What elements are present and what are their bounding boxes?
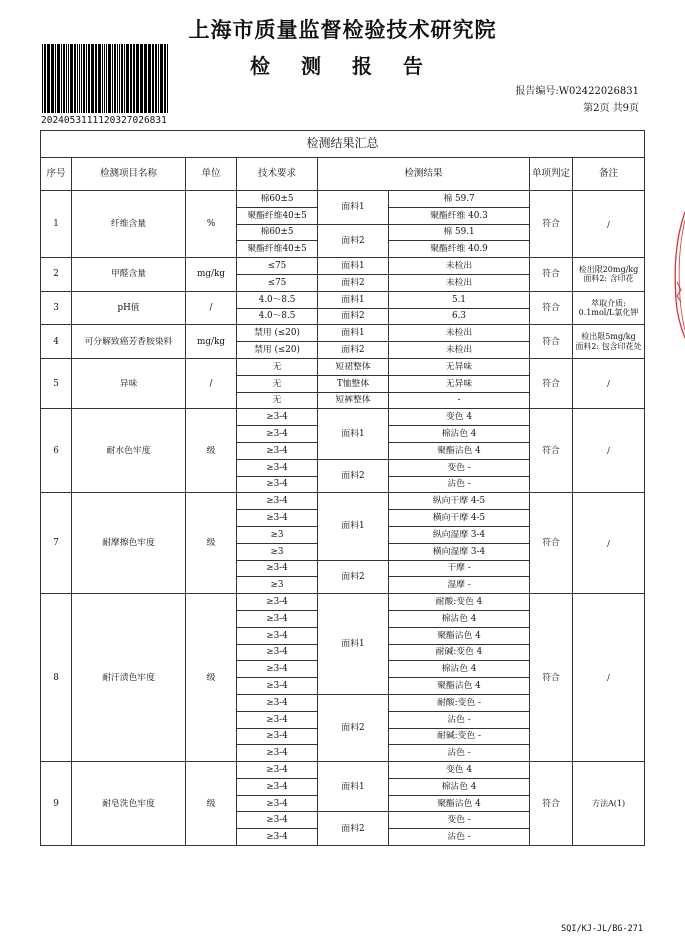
item-name: 纤维含量 [72, 191, 186, 258]
table-row [41, 258, 645, 275]
requirement-cell: ≥3-4 [237, 678, 318, 695]
result-cell: 无异味 [389, 358, 530, 375]
result-cell: 耐碱:变色 - [389, 728, 530, 745]
org-name: 上海市质量监督检验技术研究院 [188, 17, 497, 42]
result-cell: 棉 59.1 [389, 224, 530, 241]
requirement-cell: 无 [237, 358, 318, 375]
sample-label: 面料2 [318, 342, 389, 359]
sample-label: 面料1 [318, 409, 389, 459]
item-remark: / [573, 191, 645, 258]
item-unit: mg/kg [186, 258, 237, 292]
result-cell: 棉沾色 4 [389, 426, 530, 443]
result-cell: 变色 4 [389, 409, 530, 426]
result-cell: 纵向湿摩 3-4 [389, 526, 530, 543]
item-verdict: 符合 [530, 762, 573, 846]
sample-label: 面料2 [318, 694, 389, 761]
result-cell: 未检出 [389, 342, 530, 359]
item-remark: / [573, 493, 645, 594]
item-verdict: 符合 [530, 594, 573, 762]
table-row [41, 191, 645, 208]
table-row [41, 409, 645, 426]
barcode-icon [42, 44, 169, 113]
result-cell: 棉 59.7 [389, 191, 530, 208]
report-number: 报告编号:W02422026831 [515, 86, 639, 97]
item-remark: 检出限20mg/kg 面料2: 含印花 [573, 258, 645, 292]
table-caption: 检测结果汇总 [41, 131, 645, 158]
item-no: 4 [41, 325, 72, 359]
sample-label: 面料2 [318, 812, 389, 846]
requirement-cell: ≥3-4 [237, 728, 318, 745]
header-requirement: 技术要求 [237, 158, 318, 191]
requirement-cell: ≥3-4 [237, 426, 318, 443]
requirement-cell: ≥3-4 [237, 459, 318, 476]
requirement-cell: 聚酯纤维40±5 [237, 207, 318, 224]
item-name: 异味 [72, 358, 186, 408]
result-cell: 聚酯沾色 4 [389, 627, 530, 644]
item-name: 耐摩擦色牢度 [72, 493, 186, 594]
requirement-cell: 聚酯纤维40±5 [237, 241, 318, 258]
sample-label: 面料1 [318, 291, 389, 308]
item-name: pH值 [72, 291, 186, 325]
item-remark: 检出限5mg/kg 面料2: 包含印花处 [573, 325, 645, 359]
item-no: 7 [41, 493, 72, 594]
result-cell: 5.1 [389, 291, 530, 308]
requirement-cell: ≥3-4 [237, 762, 318, 779]
result-cell: 变色 - [389, 812, 530, 829]
item-verdict: 符合 [530, 191, 573, 258]
requirement-cell: 无 [237, 375, 318, 392]
sample-label: 短裙整体 [318, 358, 389, 375]
result-cell: 棉沾色 4 [389, 610, 530, 627]
item-unit: 级 [186, 409, 237, 493]
barcode-number: 20240531111203270268​31 [41, 115, 167, 126]
item-no: 1 [41, 191, 72, 258]
result-cell: 沾色 - [389, 711, 530, 728]
item-unit: 级 [186, 594, 237, 762]
result-cell: 变色 - [389, 459, 530, 476]
result-cell: 横向湿摩 3-4 [389, 543, 530, 560]
header-unit: 单位 [186, 158, 237, 191]
requirement-cell: 4.0～8.5 [237, 308, 318, 325]
report-title: 检 测 报 告 [250, 54, 435, 78]
result-cell: 6.3 [389, 308, 530, 325]
table-row [41, 594, 645, 611]
result-cell: 沾色 - [389, 829, 530, 846]
item-verdict: 符合 [530, 493, 573, 594]
item-name: 耐皂洗色牢度 [72, 762, 186, 846]
sample-label: 面料1 [318, 325, 389, 342]
result-cell: 聚酯纤维 40.3 [389, 207, 530, 224]
result-cell: 耐碱:变色 4 [389, 644, 530, 661]
item-no: 6 [41, 409, 72, 493]
item-remark: / [573, 358, 645, 408]
result-cell: 聚酯纤维 40.9 [389, 241, 530, 258]
result-cell: 聚酯沾色 4 [389, 795, 530, 812]
item-unit: / [186, 291, 237, 325]
header-result: 检测结果 [318, 158, 530, 191]
page-info: 第2页 共9页 [583, 103, 639, 114]
requirement-cell: ≥3-4 [237, 627, 318, 644]
item-verdict: 符合 [530, 258, 573, 292]
result-cell: 纵向干摩 4-5 [389, 493, 530, 510]
requirement-cell: ≥3-4 [237, 812, 318, 829]
requirement-cell: ≥3-4 [237, 745, 318, 762]
requirement-cell: 棉60±5 [237, 224, 318, 241]
requirement-cell: ≥3-4 [237, 829, 318, 846]
requirement-cell: ≥3-4 [237, 644, 318, 661]
table-row [41, 291, 645, 308]
sample-label: T恤整体 [318, 375, 389, 392]
item-remark: 方法A(1) [573, 762, 645, 846]
item-verdict: 符合 [530, 409, 573, 493]
requirement-cell: ≥3 [237, 543, 318, 560]
result-cell: 聚酯沾色 4 [389, 678, 530, 695]
item-no: 2 [41, 258, 72, 292]
requirement-cell: ≥3-4 [237, 409, 318, 426]
table-row [41, 493, 645, 510]
result-cell: 聚酯沾色 4 [389, 442, 530, 459]
item-remark: 萃取介质: 0.1mol/L氯化钾 [573, 291, 645, 325]
sample-label: 面料2 [318, 224, 389, 258]
result-cell: 变色 4 [389, 762, 530, 779]
sample-label: 面料1 [318, 493, 389, 560]
item-name: 可分解致癌芳香胺染料 [72, 325, 186, 359]
sample-label: 面料2 [318, 308, 389, 325]
item-unit: / [186, 358, 237, 408]
result-cell: 棉沾色 4 [389, 661, 530, 678]
requirement-cell: 禁用 (≤20) [237, 342, 318, 359]
requirement-cell: ≥3-4 [237, 476, 318, 493]
item-no: 5 [41, 358, 72, 408]
header-no: 序号 [41, 158, 72, 191]
item-unit: mg/kg [186, 325, 237, 359]
requirement-cell: ≥3-4 [237, 711, 318, 728]
sample-label: 面料1 [318, 191, 389, 225]
requirement-cell: ≥3-4 [237, 594, 318, 611]
sample-label: 面料2 [318, 560, 389, 594]
item-verdict: 符合 [530, 325, 573, 359]
result-cell: 横向干摩 4-5 [389, 510, 530, 527]
requirement-cell: ≥3 [237, 526, 318, 543]
requirement-cell: ≥3-4 [237, 661, 318, 678]
requirement-cell: 禁用 (≤20) [237, 325, 318, 342]
result-cell: 未检出 [389, 274, 530, 291]
header-remark: 备注 [573, 158, 645, 191]
requirement-cell: ≥3-4 [237, 442, 318, 459]
item-no: 3 [41, 291, 72, 325]
item-unit: 级 [186, 762, 237, 846]
item-verdict: 符合 [530, 291, 573, 325]
requirement-cell: 4.0～8.5 [237, 291, 318, 308]
item-unit: 级 [186, 493, 237, 594]
item-name: 耐汗渍色牢度 [72, 594, 186, 762]
table-row [41, 762, 645, 779]
requirement-cell: ≥3-4 [237, 778, 318, 795]
result-cell: 沾色 - [389, 476, 530, 493]
sample-label: 面料1 [318, 258, 389, 275]
requirement-cell: ≥3 [237, 577, 318, 594]
header-item-name: 检测项目名称 [72, 158, 186, 191]
footer-code: SQI/KJ-JL/BG-271 [561, 924, 643, 934]
requirement-cell: 无 [237, 392, 318, 409]
sample-label: 面料2 [318, 459, 389, 493]
result-cell: 未检出 [389, 258, 530, 275]
result-cell: 无异味 [389, 375, 530, 392]
item-remark: / [573, 594, 645, 762]
item-remark: / [573, 409, 645, 493]
result-cell: 未检出 [389, 325, 530, 342]
result-cell: 湿摩 - [389, 577, 530, 594]
requirement-cell: ≤75 [237, 274, 318, 291]
requirement-cell: 棉60±5 [237, 191, 318, 208]
sample-label: 短裤整体 [318, 392, 389, 409]
sample-label: 面料2 [318, 274, 389, 291]
item-name: 甲醛含量 [72, 258, 186, 292]
result-cell: 棉沾色 4 [389, 778, 530, 795]
item-no: 8 [41, 594, 72, 762]
requirement-cell: ≥3-4 [237, 493, 318, 510]
table-row [41, 358, 645, 375]
result-cell: 沾色 - [389, 745, 530, 762]
result-cell: - [389, 392, 530, 409]
result-cell: 耐酸:变色 4 [389, 594, 530, 611]
table-row [41, 325, 645, 342]
requirement-cell: ≥3-4 [237, 610, 318, 627]
requirement-cell: ≥3-4 [237, 795, 318, 812]
requirement-cell: ≤75 [237, 258, 318, 275]
result-cell: 耐酸:变色 - [389, 694, 530, 711]
requirement-cell: ≥3-4 [237, 560, 318, 577]
seal-stamp-icon [672, 210, 685, 340]
item-name: 耐水色牢度 [72, 409, 186, 493]
sample-label: 面料1 [318, 762, 389, 812]
results-table [40, 130, 645, 846]
item-unit: % [186, 191, 237, 258]
requirement-cell: ≥3-4 [237, 510, 318, 527]
result-cell: 干摩 - [389, 560, 530, 577]
sample-label: 面料1 [318, 594, 389, 695]
item-verdict: 符合 [530, 358, 573, 408]
header-verdict: 单项判定 [530, 158, 573, 191]
item-no: 9 [41, 762, 72, 846]
requirement-cell: ≥3-4 [237, 694, 318, 711]
